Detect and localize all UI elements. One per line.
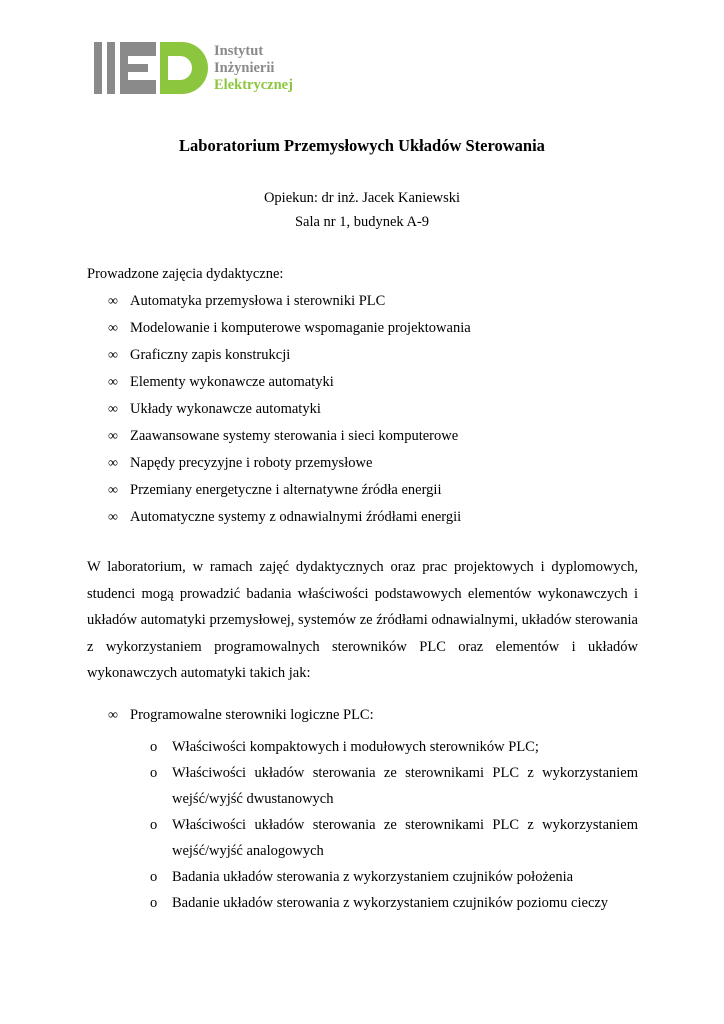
course-label: Przemiany energetyczne i alternatywne źródła energii (130, 482, 442, 498)
infinity-bullet-icon: ∞ (108, 483, 118, 498)
plc-heading-label: Programowalne sterowniki logiczne PLC: (130, 707, 374, 723)
course-label: Elementy wykonawcze automatyki (130, 374, 334, 390)
logo-line-2: Inżynierii (214, 60, 275, 76)
iie-logo-mark (94, 42, 212, 94)
logo-text (214, 43, 293, 94)
courses-list (108, 291, 471, 534)
infinity-bullet-icon: ∞ (108, 348, 118, 363)
list-item (108, 480, 471, 507)
list-item (108, 399, 471, 426)
list-item (108, 372, 471, 399)
list-item (108, 507, 471, 534)
course-label: Graficzny zapis konstrukcji (130, 347, 291, 363)
institute-logo (94, 42, 304, 96)
circle-bullet-icon: o (150, 765, 158, 781)
plc-item-label: Badania układów sterowania z wykorzystaniem czujników położenia (172, 869, 574, 885)
list-item (108, 345, 471, 372)
plc-item-label: Badanie układów sterowania z wykorzystaniem czujników poziomu cieczy (172, 895, 609, 911)
infinity-bullet-icon: ∞ (108, 375, 118, 390)
circle-bullet-icon: o (150, 895, 158, 911)
list-item (150, 812, 638, 864)
list-item (108, 453, 471, 480)
page-title: Laboratorium Przemysłowych Układów Sterowania (179, 136, 545, 155)
circle-bullet-icon: o (150, 869, 158, 885)
infinity-bullet-icon: ∞ (108, 321, 118, 336)
infinity-bullet-icon: ∞ (108, 708, 118, 723)
course-label: Automatyka przemysłowa i sterowniki PLC (130, 293, 386, 309)
circle-bullet-icon: o (150, 817, 158, 833)
infinity-bullet-icon: ∞ (108, 294, 118, 309)
infinity-bullet-icon: ∞ (108, 402, 118, 417)
course-label: Układy wykonawcze automatyki (130, 401, 321, 417)
list-item (108, 318, 471, 345)
list-item (150, 890, 638, 916)
plc-item-label: Właściwości kompaktowych i modułowych sterowników PLC; (172, 739, 539, 755)
infinity-bullet-icon: ∞ (108, 456, 118, 471)
logo-line-1: Instytut (214, 43, 264, 59)
plc-item-label: Właściwości układów sterowania ze sterownikami PLC z wykorzystaniem wejść/wyjść analogowych (172, 817, 638, 859)
supervisor-line: Opiekun: dr inż. Jacek Kaniewski (263, 190, 461, 206)
plc-item-label: Właściwości układów sterowania ze sterownikami PLC z wykorzystaniem wejść/wyjść dwustanowych (172, 765, 638, 807)
lab-description-paragraph: W laboratorium, w ramach zajęć dydaktycznych oraz prac projektowych i dyplomowych, studenci mogą prowadzić badania właściwości podstawowych elementów wykonawczych i układów automatyki przemysłowej, systemów ze źródłami odnawialnymi, układów sterowania z wykorzystaniem programowalnych sterowników PLC oraz elementów i układów wykonawczych automatyki takich jak: (87, 559, 638, 681)
plc-items-list (150, 734, 638, 916)
infinity-bullet-icon: ∞ (108, 510, 118, 525)
circle-bullet-icon: o (150, 739, 158, 755)
course-label: Modelowanie i komputerowe wspomaganie projektowania (130, 320, 471, 336)
course-label: Zaawansowane systemy sterowania i sieci komputerowe (130, 428, 459, 444)
logo-line-3: Elektrycznej (214, 77, 293, 93)
list-item (150, 760, 638, 812)
plc-heading (108, 707, 374, 724)
list-item (150, 734, 638, 760)
course-label: Napędy precyzyjne i roboty przemysłowe (130, 455, 373, 471)
list-item (108, 426, 471, 453)
list-item (108, 291, 471, 318)
courses-label: Prowadzone zajęcia dydaktyczne: (87, 266, 284, 282)
infinity-bullet-icon: ∞ (108, 429, 118, 444)
list-item (150, 864, 638, 890)
course-label: Automatyczne systemy z odnawialnymi źródłami energii (130, 509, 462, 525)
room-line: Sala nr 1, budynek A-9 (294, 214, 430, 230)
